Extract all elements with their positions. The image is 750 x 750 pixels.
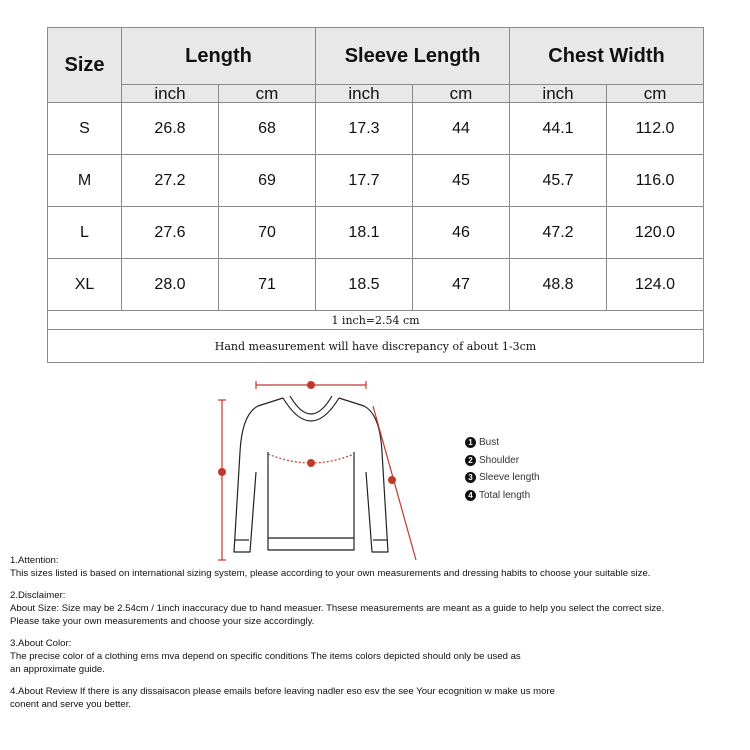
table-cell: 47.2 <box>510 207 607 259</box>
table-cell: 45 <box>413 155 510 207</box>
table-cell: 69 <box>219 155 316 207</box>
legend-item-shoulder <box>465 452 540 470</box>
conversion-row <box>48 311 704 330</box>
bust-measure <box>268 454 354 467</box>
table-cell: 26.8 <box>122 103 219 155</box>
attention-text: This sizes listed is based on international sizing system, please according to your own measurements and dressing habits to choose your suitable size. <box>10 568 651 579</box>
attention-title: 1.Attention: <box>10 555 59 566</box>
table-cell: 112.0 <box>607 103 704 155</box>
disclaimer-title: 2.Disclaimer: <box>10 590 66 601</box>
legend-item-bust <box>465 434 540 452</box>
color-text: an approximate guide. <box>10 664 105 675</box>
header-chest-width: Chest Width <box>510 28 704 85</box>
table-cell: 46 <box>413 207 510 259</box>
discrepancy-row <box>48 330 704 363</box>
table-cell: 44 <box>413 103 510 155</box>
table-cell: 17.3 <box>316 103 413 155</box>
table-cell: 68 <box>219 103 316 155</box>
table-cell: 17.7 <box>316 155 413 207</box>
disclaimer-text: Please take your own measurements and choose your size accordingly. <box>10 616 315 627</box>
disclaimer-block <box>10 589 748 628</box>
table-cell: 48.8 <box>510 259 607 311</box>
table-cell: 47 <box>413 259 510 311</box>
diagram-legend <box>465 434 540 504</box>
legend-label: Total length <box>479 489 531 501</box>
header-size: Size <box>48 28 122 103</box>
unit-row <box>48 85 704 103</box>
shoulder-measure <box>256 381 366 389</box>
table-cell: XL <box>48 259 122 311</box>
table-cell: 116.0 <box>607 155 704 207</box>
marker-4-icon: 4 <box>465 490 476 501</box>
legend-label: Shoulder <box>479 454 520 466</box>
attention-block <box>10 554 748 580</box>
legend-label: Sleeve length <box>479 472 540 484</box>
disclaimer-text: About Size: Size may be 2.54cm / 1inch inaccuracy due to hand measuer. Thsese measurements are meant as a guide to help you select the correct size. <box>10 603 665 614</box>
color-text: The precise color of a clothing ems mva depend on specific conditions The items colors depicted should only be used as <box>10 651 521 662</box>
unit-cell: inch <box>122 85 219 103</box>
total-length-measure <box>218 400 226 560</box>
conversion-note: 1 inch=2.54 cm <box>48 311 704 330</box>
marker-2-icon: 2 <box>465 455 476 466</box>
size-chart-table <box>47 27 704 363</box>
table-cell: L <box>48 207 122 259</box>
unit-cell: inch <box>316 85 413 103</box>
header-sleeve-length: Sleeve Length <box>316 28 510 85</box>
marker-3-icon: 3 <box>465 472 476 483</box>
legend-label: Bust <box>479 437 500 449</box>
color-title: 3.About Color: <box>10 638 72 649</box>
review-text: conent and serve you better. <box>10 699 132 710</box>
table-row <box>48 207 704 259</box>
table-cell: 124.0 <box>607 259 704 311</box>
table-row <box>48 103 704 155</box>
unit-cell: cm <box>607 85 704 103</box>
table-cell: 18.5 <box>316 259 413 311</box>
review-text: 4.About Review If there is any dissaisacon please emails before leaving nadler eso esv the see Your ecognition w make us more <box>10 686 556 697</box>
table-cell: 70 <box>219 207 316 259</box>
table-cell: 120.0 <box>607 207 704 259</box>
unit-cell: inch <box>510 85 607 103</box>
review-block <box>10 685 748 711</box>
table-cell: 28.0 <box>122 259 219 311</box>
table-cell: 71 <box>219 259 316 311</box>
sweater-outline <box>234 396 388 552</box>
table-row <box>48 155 704 207</box>
sweater-diagram <box>198 372 428 567</box>
table-cell: 45.7 <box>510 155 607 207</box>
table-cell: 27.6 <box>122 207 219 259</box>
marker-1-icon: 1 <box>465 437 476 448</box>
legend-item-total-length <box>465 487 540 505</box>
color-block <box>10 637 748 676</box>
legend-item-sleeve-length <box>465 469 540 487</box>
table-cell: S <box>48 103 122 155</box>
unit-cell: cm <box>219 85 316 103</box>
discrepancy-note: Hand measurement will have discrepancy of about 1-3cm <box>48 330 704 363</box>
table-cell: 27.2 <box>122 155 219 207</box>
header-row <box>48 28 704 85</box>
table-cell: 44.1 <box>510 103 607 155</box>
header-length: Length <box>122 28 316 85</box>
sleeve-length-measure <box>373 406 416 560</box>
table-cell: 18.1 <box>316 207 413 259</box>
notes-section <box>10 554 748 720</box>
table-cell: M <box>48 155 122 207</box>
table-row <box>48 259 704 311</box>
unit-cell: cm <box>413 85 510 103</box>
